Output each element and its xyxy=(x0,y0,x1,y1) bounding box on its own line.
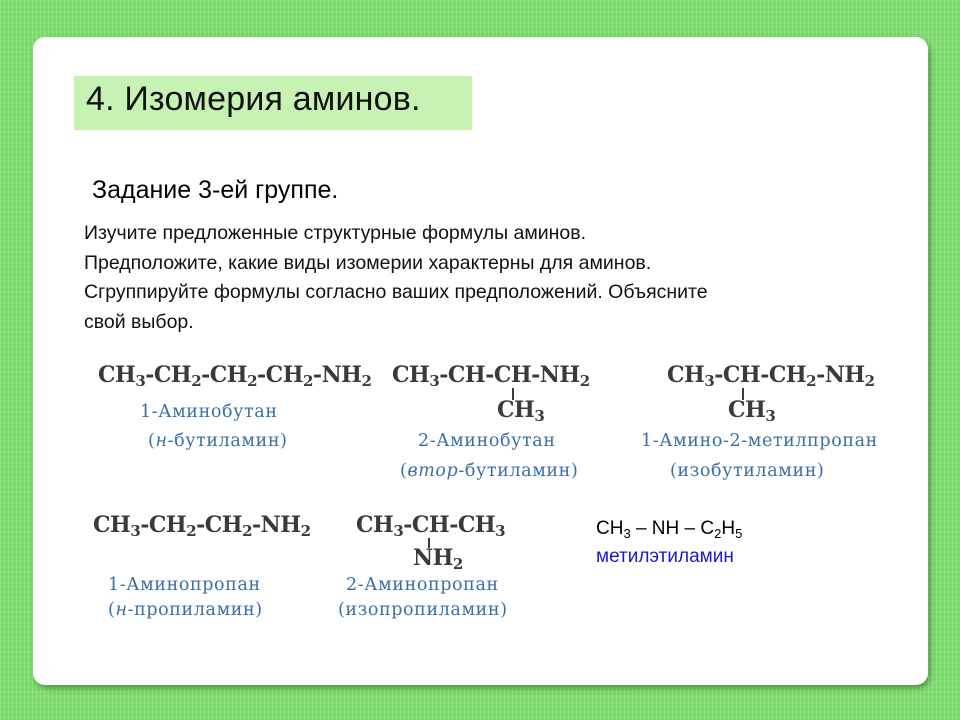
slide-title: 4. Изомерия аминов. xyxy=(86,80,421,118)
compound-name-1-aminobutane: 1-Аминобутан xyxy=(140,402,278,422)
compound-alt-name-2-aminobutane xyxy=(400,461,578,481)
alt-prefix: ( xyxy=(148,431,156,451)
compound-alt-name-isobutylamine xyxy=(670,461,824,481)
methylethylamine-formula xyxy=(596,518,742,541)
formula-subscript: 3 xyxy=(623,526,631,541)
compound-alt-name-2-aminopropane xyxy=(338,600,508,620)
formula-part: – NH – C xyxy=(630,518,715,539)
compound-branch-2-aminobutane: CH3 xyxy=(497,397,545,425)
instruction-line: Сгруппируйте формулы согласно ваших предположений. Объясните xyxy=(84,281,708,303)
instruction-line: свой выбор. xyxy=(84,310,194,333)
alt-suffix: (изобутиламин) xyxy=(670,461,825,481)
instruction-line: Изучите предложенные структурные формулы аминов. xyxy=(84,222,587,244)
formula-part: CH xyxy=(596,518,624,539)
alt-prefix: ( xyxy=(108,600,116,620)
formula-part: H xyxy=(721,518,736,539)
compound-name-2-aminobutane: 2-Аминобутан xyxy=(418,431,556,451)
alt-suffix: (изопропиламин) xyxy=(338,600,508,620)
instructions xyxy=(84,219,884,337)
task-heading: Задание 3-ей группе. xyxy=(92,176,339,204)
alt-italic: н xyxy=(155,431,168,451)
compound-branch-isobutylamine: CH3 xyxy=(728,397,776,425)
compound-branch-2-aminopropane: NH2 xyxy=(413,545,463,573)
formula-subscript: 2 xyxy=(714,526,722,541)
compound-alt-name-1-aminobutane xyxy=(148,431,288,451)
compound-formula-2-aminopropane: CH3-CH-CH3 xyxy=(356,512,506,540)
compound-name-2-aminopropane: 2-Аминопропан xyxy=(346,575,499,595)
compound-formula-isobutylamine: CH3-CH-CH2-NH2 xyxy=(667,362,875,390)
compound-formula-1-aminopropane: CH3-CH2-CH2-NH2 xyxy=(93,512,311,540)
alt-suffix: -бутиламин) xyxy=(458,461,579,481)
alt-italic: втор xyxy=(407,461,459,481)
compound-name-1-aminopropane: 1-Аминопропан xyxy=(108,575,261,595)
alt-italic: н xyxy=(115,600,128,620)
instruction-line: Предположите, какие виды изомерии характерны для аминов. xyxy=(84,251,652,274)
compound-name-isobutylamine: 1-Амино-2-метилпропан xyxy=(641,431,878,451)
alt-prefix: ( xyxy=(400,461,408,481)
methylethylamine-name: метилэтиламин xyxy=(596,546,734,567)
alt-suffix: -пропиламин) xyxy=(127,600,263,620)
compound-formula-1-aminobutane: CH3-CH2-CH2-CH2-NH2 xyxy=(98,362,372,390)
alt-suffix: -бутиламин) xyxy=(167,431,288,451)
compound-alt-name-1-aminopropane xyxy=(108,600,263,620)
compound-formula-2-aminobutane: CH3-CH-CH-NH2 xyxy=(392,362,590,390)
formula-subscript: 5 xyxy=(735,526,743,541)
